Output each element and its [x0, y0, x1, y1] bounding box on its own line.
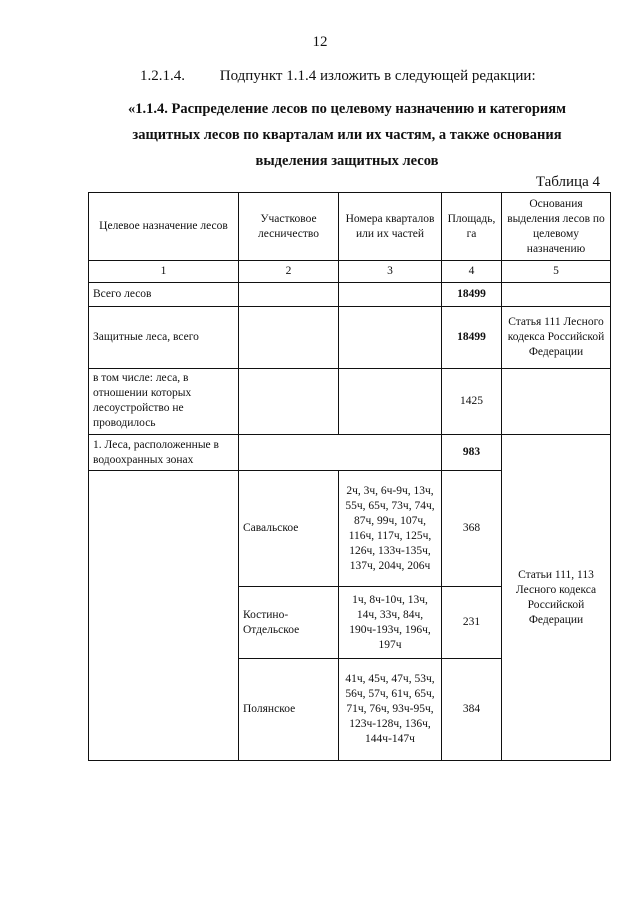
empty-cell	[339, 283, 442, 307]
table-row	[89, 307, 611, 369]
quarters-cell: 2ч, 3ч, 6ч-9ч, 13ч, 55ч, 65ч, 73ч, 74ч, 87ч, 99ч, 107ч, 116ч, 117ч, 125ч, 126ч, 133ч-135ч, 137ч, 204ч, 206ч	[339, 471, 442, 587]
column-number: 2	[239, 261, 339, 283]
page-number: 12	[312, 34, 328, 50]
header-cell: Площадь, га	[442, 193, 502, 261]
section-heading	[104, 96, 590, 174]
header-cell: Номера кварталов или их частей	[339, 193, 442, 261]
forestry-cell: Савальское	[239, 471, 339, 587]
area-cell: 983	[442, 435, 502, 471]
empty-cell	[339, 307, 442, 369]
column-number: 3	[339, 261, 442, 283]
row-label: 1. Леса, расположенные в водоохранных зонах	[89, 435, 239, 471]
table-label: Таблица 4	[535, 174, 600, 190]
empty-cell	[502, 369, 611, 435]
empty-cell	[502, 283, 611, 307]
header-row	[89, 193, 611, 261]
header-cell: Целевое назначение лесов	[89, 193, 239, 261]
area-cell: 18499	[442, 283, 502, 307]
column-number-row	[89, 261, 611, 283]
heading-line-1: «1.1.4. Распределение лесов по целевому назначению и категориям	[127, 101, 567, 117]
subpoint-line	[140, 68, 536, 85]
row-label: в том числе: леса, в отношении которых лесоустройство не проводилось	[89, 369, 239, 435]
table-row	[89, 283, 611, 307]
column-number: 1	[89, 261, 239, 283]
column-number: 4	[442, 261, 502, 283]
quarters-cell: 1ч, 8ч-10ч, 13ч, 14ч, 33ч, 84ч, 190ч-193ч, 196ч, 197ч	[339, 587, 442, 659]
basis-cell: Статья 111 Лесного кодекса Российской Федерации	[502, 307, 611, 369]
basis-cell: Статьи 111, 113 Лесного кодекса Российской Федерации	[502, 435, 611, 761]
area-cell: 231	[442, 587, 502, 659]
area-cell: 1425	[442, 369, 502, 435]
column-number: 5	[502, 261, 611, 283]
area-cell: 18499	[442, 307, 502, 369]
empty-cell	[239, 369, 339, 435]
row-label: Всего лесов	[89, 283, 239, 307]
row-label: Защитные леса, всего	[89, 307, 239, 369]
table-row	[89, 369, 611, 435]
empty-cell	[89, 471, 239, 761]
empty-cell	[239, 307, 339, 369]
forestry-cell: Полянское	[239, 659, 339, 761]
forest-distribution-table	[88, 192, 611, 761]
table-row	[89, 435, 611, 471]
forestry-cell: Костино-Отдельское	[239, 587, 339, 659]
subpoint-number: 1.2.1.4.	[140, 68, 185, 84]
quarters-cell: 41ч, 45ч, 47ч, 53ч, 56ч, 57ч, 61ч, 65ч, 71ч, 76ч, 93ч-95ч, 123ч-128ч, 136ч, 144ч-147ч	[339, 659, 442, 761]
area-cell: 384	[442, 659, 502, 761]
empty-cell	[239, 283, 339, 307]
heading-line-2: защитных лесов по кварталам или их частям, а также основания	[132, 127, 562, 143]
subpoint-text: Подпункт 1.1.4 изложить в следующей редакции:	[219, 68, 536, 84]
area-cell: 368	[442, 471, 502, 587]
header-cell: Участковое лесничество	[239, 193, 339, 261]
empty-cell	[239, 435, 442, 471]
empty-cell	[339, 369, 442, 435]
header-cell: Основания выделения лесов по целевому назначению	[502, 193, 611, 261]
heading-line-3: выделения защитных лесов	[255, 153, 439, 169]
